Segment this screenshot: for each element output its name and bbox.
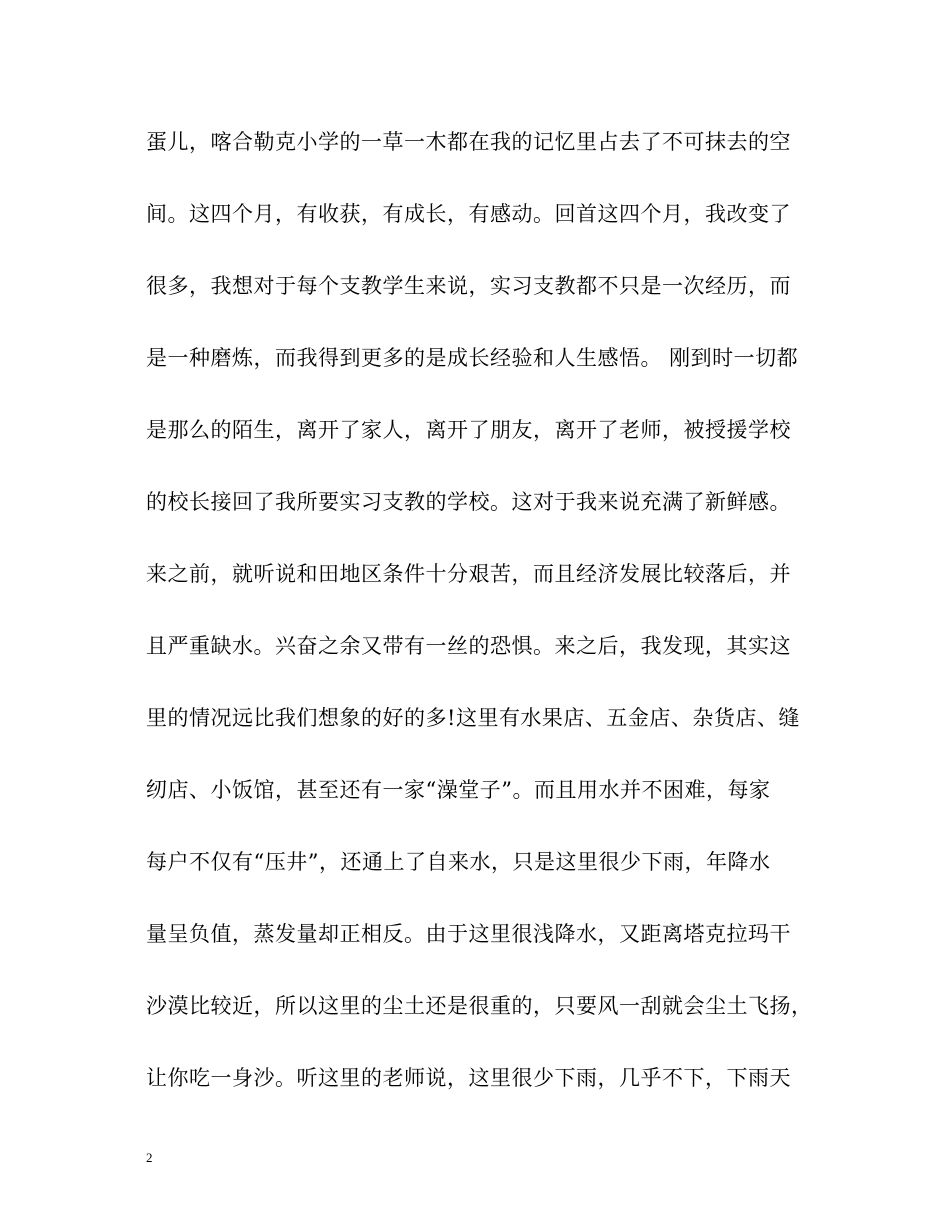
- text-line: 量呈负值，蒸发量却正相反。由于这里很浅降水，又距离塔克拉玛干: [146, 922, 791, 946]
- text-line: 是那么的陌生，离开了家人，离开了朋友，离开了老师，被授援学校: [146, 418, 791, 442]
- text-line: 让你吃一身沙。听这里的老师说，这里很少下雨，几乎不下，下雨天: [146, 1066, 791, 1090]
- text-line: 蛋儿，喀合勒克小学的一草一木都在我的记忆里占去了不可抹去的空: [146, 130, 791, 154]
- page-number: 2: [146, 1150, 153, 1165]
- text-line: 纫店、小饭馆，甚至还有一家“澡堂子”。而且用水并不困难，每家: [146, 778, 771, 802]
- text-line: 且严重缺水。兴奋之余又带有一丝的恐惧。来之后，我发现，其实这: [146, 634, 791, 658]
- text-line: 每户不仅有“压井”，还通上了自来水，只是这里很少下雨，年降水: [146, 850, 771, 874]
- text-line: 间。这四个月，有收获，有成长，有感动。回首这四个月，我改变了: [146, 202, 791, 226]
- text-line: 的校长接回了我所要实习支教的学校。这对于我来说充满了新鲜感。: [146, 490, 791, 514]
- text-line: 里的情况远比我们想象的好的多!这里有水果店、五金店、杂货店、缝: [146, 706, 800, 730]
- text-line: 沙漠比较近，所以这里的尘土还是很重的，只要风一刮就会尘土飞扬，: [146, 994, 813, 1018]
- text-line: 是一种磨炼，而我得到更多的是成长经验和人生感悟。 刚到时一切都: [146, 346, 799, 370]
- text-line: 来之前，就听说和田地区条件十分艰苦，而且经济发展比较落后，并: [146, 562, 791, 586]
- text-line: 很多，我想对于每个支教学生来说，实习支教都不只是一次经历，而: [146, 274, 791, 298]
- body-text: [146, 122, 826, 1130]
